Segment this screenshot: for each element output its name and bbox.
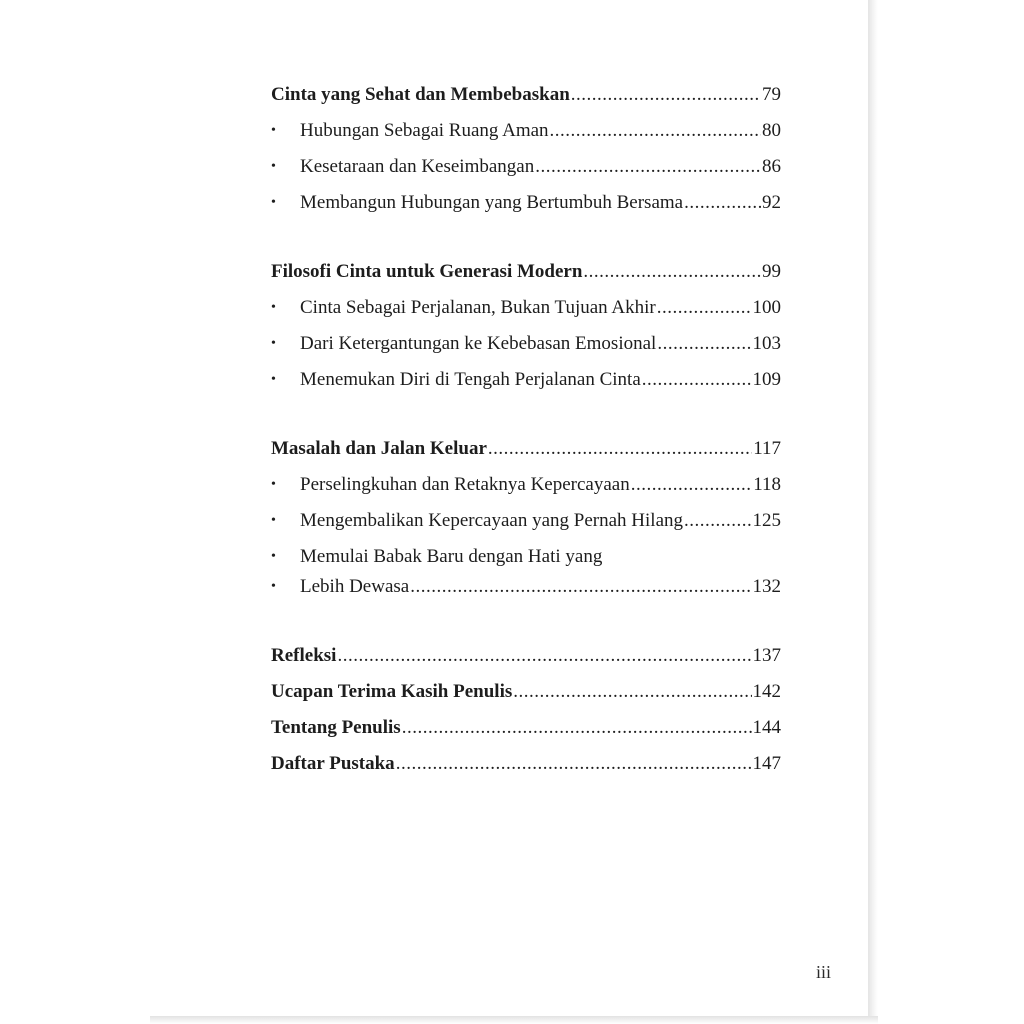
toc-entry-row	[271, 152, 781, 188]
toc-section	[271, 257, 781, 401]
dot-leader	[396, 749, 752, 779]
toc-entry-title: Menemukan Diri di Tengah Perjalanan Cinta	[300, 369, 641, 390]
toc-heading-title: Filosofi Cinta untuk Generasi Modern	[271, 261, 583, 282]
dot-leader	[513, 677, 751, 707]
dot-leader	[631, 470, 752, 500]
table-of-contents	[271, 80, 781, 785]
toc-entry-title: Kesetaraan dan Keseimbangan	[300, 156, 535, 177]
toc-endmatter	[271, 641, 781, 785]
dot-leader	[571, 80, 761, 110]
toc-heading-row	[271, 641, 781, 677]
toc-heading-row	[271, 434, 781, 470]
toc-entry-row	[271, 506, 781, 542]
bullet-icon: •	[271, 336, 276, 351]
toc-heading-row	[271, 749, 781, 785]
page-bottom-shadow	[150, 1016, 878, 1024]
dot-leader	[535, 152, 761, 182]
toc-entry-row	[271, 188, 781, 224]
toc-entry-row	[271, 329, 781, 365]
toc-entry-title: Lebih Dewasa	[300, 576, 410, 597]
toc-page-number: 117	[753, 438, 781, 459]
bullet-icon: •	[271, 513, 276, 528]
toc-section	[271, 434, 781, 608]
toc-entry-row	[271, 572, 781, 608]
dot-leader	[684, 506, 751, 536]
toc-entry-title: Cinta Sebagai Perjalanan, Bukan Tujuan Akhir	[300, 297, 656, 318]
toc-entry-title: Dari Ketergantungan ke Kebebasan Emosional	[300, 333, 657, 354]
toc-heading-title: Cinta yang Sehat dan Membebaskan	[271, 84, 570, 105]
toc-heading-row	[271, 257, 781, 293]
toc-page-number: 118	[753, 474, 781, 495]
dot-leader	[410, 572, 751, 602]
toc-entry-title: Hubungan Sebagai Ruang Aman	[300, 120, 549, 141]
bullet-icon: •	[271, 372, 276, 387]
toc-page-number: 79	[762, 84, 781, 105]
book-page	[150, 0, 868, 1016]
dot-leader	[488, 434, 752, 464]
toc-entry-row	[271, 542, 781, 572]
dot-leader	[657, 293, 752, 323]
page-edge-shadow	[868, 0, 878, 1024]
toc-page-number: 142	[752, 681, 781, 702]
toc-page-number: 137	[752, 645, 781, 666]
toc-page-number: 109	[752, 369, 781, 390]
toc-heading-title: Masalah dan Jalan Keluar	[271, 438, 487, 459]
dot-leader	[550, 116, 761, 146]
bullet-icon: •	[271, 195, 276, 210]
dot-leader	[583, 257, 761, 287]
bullet-icon: •	[271, 549, 276, 564]
toc-page-number: 86	[762, 156, 781, 177]
toc-entry-title: Membangun Hubungan yang Bertumbuh Bersama	[300, 192, 684, 213]
toc-page-number: 99	[762, 261, 781, 282]
toc-heading-title: Ucapan Terima Kasih Penulis	[271, 681, 513, 702]
toc-entry-title: Memulai Babak Baru dengan Hati yang	[300, 546, 603, 567]
toc-heading-title: Refleksi	[271, 645, 337, 666]
page-number-footer: iii	[816, 962, 832, 982]
toc-heading-title: Daftar Pustaka	[271, 753, 395, 774]
toc-entry-row	[271, 365, 781, 401]
toc-entry-title: Perselingkuhan dan Retaknya Kepercayaan	[300, 474, 630, 495]
toc-page-number: 147	[752, 753, 781, 774]
dot-leader	[684, 188, 761, 218]
toc-page-number: 132	[752, 576, 781, 597]
dot-leader	[402, 713, 752, 743]
toc-entry-title: Mengembalikan Kepercayaan yang Pernah Hilang	[300, 510, 684, 531]
bullet-icon: •	[271, 159, 276, 174]
toc-page-number: 125	[752, 510, 781, 531]
bullet-icon: •	[271, 123, 276, 138]
bullet-icon: •	[271, 477, 276, 492]
toc-page-number: 92	[762, 192, 781, 213]
dot-leader	[657, 329, 751, 359]
bullet-icon: •	[271, 579, 276, 594]
toc-heading-row	[271, 80, 781, 116]
toc-heading-title: Tentang Penulis	[271, 717, 401, 738]
toc-heading-row	[271, 713, 781, 749]
toc-entry-row	[271, 116, 781, 152]
dot-leader	[642, 365, 752, 395]
toc-page-number: 103	[752, 333, 781, 354]
toc-page-number: 100	[752, 297, 781, 318]
toc-section	[271, 80, 781, 224]
toc-page-number: 144	[752, 717, 781, 738]
toc-entry-row	[271, 470, 781, 506]
bullet-icon: •	[271, 300, 276, 315]
toc-heading-row	[271, 677, 781, 713]
dot-leader	[337, 641, 751, 671]
toc-entry-row	[271, 293, 781, 329]
toc-page-number: 80	[762, 120, 781, 141]
